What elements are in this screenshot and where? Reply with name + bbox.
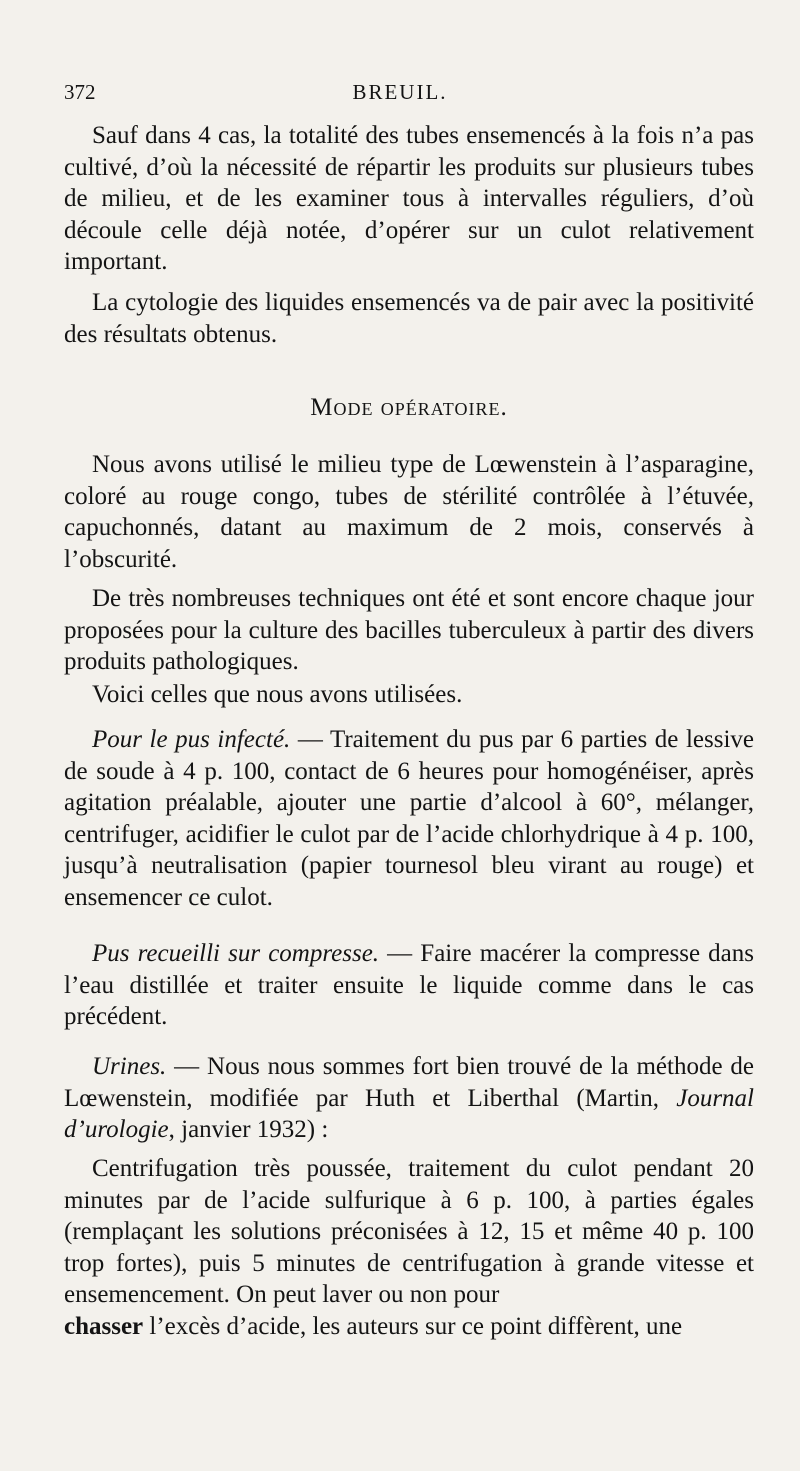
paragraph-8-text-b: , janvier 1932) : [168, 1116, 329, 1144]
paragraph-9: Centrifugation très poussée, traitement du culot pendant 20 minutes par de l’acide sulfurique à 6 p. 100, à parties égales (remplaçant les solutions préconisées à 12, 15 et même 40 p. 100 trop fortes), puis 5 minutes de centrifugation à grande vitesse et ensemencement. On peut laver ou non pour [64, 1155, 754, 1309]
paragraph-8-text-a: — Nous nous sommes fort bien trouvé de la méthode de Lœwenstein, modifiée par Huth et Liberthal (Martin, [64, 1053, 754, 1112]
page-number: 372 [64, 80, 96, 104]
paragraph-6-title: Pour le pus infecté. [92, 726, 291, 753]
page-header [64, 80, 736, 110]
paragraph-2: La cytologie des liquides ensemencés va de pair avec la positivité des résultats obtenus. [64, 289, 754, 348]
paragraph-5: Voici celles que nous avons utilisées. [92, 681, 463, 708]
paragraph-8-title: Urines. [92, 1053, 167, 1080]
paragraph-9-end-text: l’excès d’acide, les auteurs sur ce point diffèrent, une [143, 1313, 683, 1340]
paragraph-4: De très nombreuses techniques ont été et sont encore chaque jour proposées pour la culture des bacilles tuberculeux à partir des divers produits pathologiques. [64, 585, 754, 676]
paragraph-9-end [64, 1311, 754, 1343]
paragraph-9-bold-word: chasser [64, 1313, 144, 1340]
paragraph-7-text: — Faire macérer la compresse dans l’eau distillée et traiter ensuite le liquide comme dans le cas précédent. [64, 940, 754, 1031]
paragraph-7 [64, 938, 754, 1033]
paragraph-8 [64, 1051, 754, 1146]
paragraph-6-text: — Traitement du pus par 6 parties de lessive de soude à 4 p. 100, contact de 6 heures pour homogénéiser, après agitation préalable, ajouter une partie d’alcool à 60°, mélanger, centrifuger, acidifier le culot par de l’acide chlorhydrique à 4 p. 100, jusqu’à neutralisation (papier tournesol bleu virant au rouge) et ensemencer ce culot. [64, 726, 754, 911]
journal-title: Journal d’urologie [64, 1084, 754, 1144]
paragraph-6 [64, 724, 754, 914]
running-head: BREUIL. [352, 80, 448, 104]
section-heading: Mode opératoire. [310, 394, 508, 421]
paragraph-7-title: Pus recueilli sur compresse. [92, 940, 380, 967]
paragraph-3: Nous avons utilisé le milieu type de Lœwenstein à l’asparagine, coloré au rouge congo, tubes de stérilité contrôlée à l’étuvée, capuchonnés, datant au maximum de 2 mois, conservés à l’obscurité. [64, 451, 754, 573]
paragraph-1: Sauf dans 4 cas, la totalité des tubes ensemencés à la fois n’a pas cultivé, d’où la nécessité de répartir les produits sur plusieurs tubes de milieu, et de les examiner tous à intervalles réguliers, d’où découle celle déjà notée, d’opérer sur un culot relativement important. [64, 122, 754, 276]
